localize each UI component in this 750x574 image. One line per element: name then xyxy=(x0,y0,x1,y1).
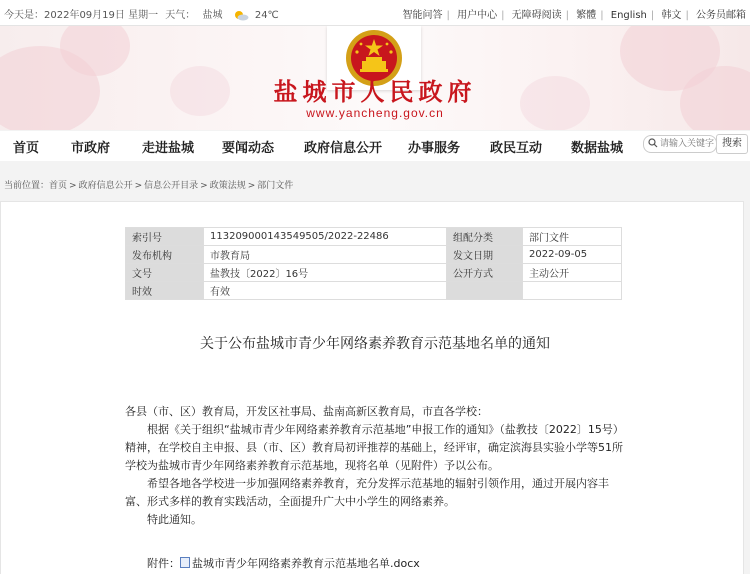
link-accessibility[interactable]: 无障碍阅读 xyxy=(511,10,562,21)
salutation: 各县（市、区）教育局，开发区社事局、盐南高新区教育局，市直各学校： xyxy=(125,405,488,418)
meta-value: 有效 xyxy=(204,282,447,300)
search-input[interactable] xyxy=(660,137,714,150)
main-nav xyxy=(0,131,750,161)
divider: | xyxy=(565,10,570,21)
top-bar xyxy=(0,0,750,26)
meta-label: 索引号 xyxy=(126,228,204,246)
meta-label: 发文日期 xyxy=(447,246,523,264)
attachment-label: 附件： xyxy=(147,557,180,570)
meta-label: 发布机构 xyxy=(126,246,204,264)
meta-label: 时效 xyxy=(126,282,204,300)
meta-value: 部门文件 xyxy=(523,228,622,246)
table-row xyxy=(126,282,622,300)
meta-value: 市教育局 xyxy=(204,246,447,264)
meta-empty-cell xyxy=(523,282,622,300)
breadcrumb-item-policy[interactable]: 政策法规 xyxy=(209,181,246,191)
nav-item-home[interactable]: 首页 xyxy=(13,141,40,156)
date-text: 今天是：2022年09月19日 星期一 xyxy=(4,10,159,21)
breadcrumb-separator: > xyxy=(247,181,256,191)
weather-sun-cloud-icon xyxy=(233,10,249,21)
meta-label: 组配分类 xyxy=(447,228,523,246)
breadcrumb-separator: > xyxy=(134,181,143,191)
link-traditional[interactable]: 繁體 xyxy=(576,10,597,21)
breadcrumb-prefix: 当前位置： xyxy=(4,181,50,191)
top-links xyxy=(403,6,746,21)
table-row xyxy=(126,228,622,246)
nav-item-interaction[interactable]: 政民互动 xyxy=(490,141,543,156)
divider: | xyxy=(600,10,604,21)
link-user-center[interactable]: 用户中心 xyxy=(457,10,498,21)
document-meta-table xyxy=(125,227,622,300)
breadcrumb-separator: > xyxy=(200,181,208,191)
meta-value: 主动公开 xyxy=(523,264,622,282)
link-qa[interactable]: 智能问答 xyxy=(402,10,443,21)
meta-value: 113209000143549505/2022-22486 xyxy=(204,228,447,246)
meta-value: 2022-09-05 xyxy=(523,246,622,264)
link-korean[interactable]: 韩文 xyxy=(661,10,682,21)
table-row xyxy=(126,246,622,264)
meta-label: 文号 xyxy=(126,264,204,282)
breadcrumb-item-catalog[interactable]: 信息公开目录 xyxy=(144,181,199,191)
divider: | xyxy=(501,10,505,21)
body-paragraph: 根据《关于组织“盐城市青少年网络素养教育示范基地”申报工作的通知》（盐教技〔2022〕15号）精神，在学校自主申报、县（市、区）教育局初评推荐的基础上，经评审，确定滨海县实验小学等51所学校为盐城市青少年网络素养教育示范基地，现将名单（见附件）予以公布。 xyxy=(125,423,624,472)
date-weather xyxy=(4,6,283,21)
breadcrumb-item-disclosure[interactable]: 政府信息公开 xyxy=(78,181,133,191)
breadcrumb-item-home[interactable]: 首页 xyxy=(49,181,68,191)
meta-empty-cell xyxy=(447,282,523,300)
breadcrumb-item-dept-docs[interactable]: 部门文件 xyxy=(257,181,294,191)
divider: | xyxy=(685,10,689,21)
link-english[interactable]: English xyxy=(610,10,647,21)
site-domain: www.yancheng.gov.cn xyxy=(306,106,444,120)
weather-city: 盐城 xyxy=(202,10,223,21)
link-civil-mail[interactable]: 公务员邮箱 xyxy=(696,10,746,21)
nav-item-city-government[interactable]: 市政府 xyxy=(71,141,111,156)
search-box xyxy=(643,135,717,153)
attachment-link[interactable]: 盐城市青少年网络素养教育示范基地名单.docx xyxy=(192,557,420,570)
meta-value: 盐教技〔2022〕16号 xyxy=(204,264,447,282)
document-title: 关于公布盐城市青少年网络素养教育示范基地名单的通知 xyxy=(200,336,550,352)
nav-item-about-yancheng[interactable]: 走进盐城 xyxy=(142,141,195,156)
search-button[interactable]: 搜索 xyxy=(716,134,748,154)
document-file-icon xyxy=(180,557,190,568)
meta-label: 公开方式 xyxy=(447,264,523,282)
divider: | xyxy=(446,10,450,21)
breadcrumb xyxy=(4,178,293,191)
nav-item-info-disclosure[interactable]: 政府信息公开 xyxy=(304,141,383,156)
breadcrumb-separator: > xyxy=(69,181,77,191)
attachment-line xyxy=(147,555,420,571)
closing-line: 特此通知。 xyxy=(147,513,202,526)
nav-item-data-yancheng[interactable]: 数据盐城 xyxy=(571,141,624,156)
body-paragraph: 希望各地各学校进一步加强网络素养教育，充分发挥示范基地的辐射引领作用，通过开展内容丰富、形式多样的教育实践活动，全面提升广大中小学生的网络素养。 xyxy=(125,477,609,508)
nav-item-news[interactable]: 要闻动态 xyxy=(222,141,275,156)
site-title: 盐城市人民政府 xyxy=(273,77,477,106)
table-row xyxy=(126,264,622,282)
search-icon xyxy=(648,138,658,148)
document-body xyxy=(125,403,625,529)
divider: | xyxy=(650,10,655,21)
temperature: 24℃ xyxy=(254,10,279,21)
nav-item-services[interactable]: 办事服务 xyxy=(408,141,461,156)
weather-label: 天气： xyxy=(165,10,196,21)
site-banner xyxy=(0,26,750,130)
